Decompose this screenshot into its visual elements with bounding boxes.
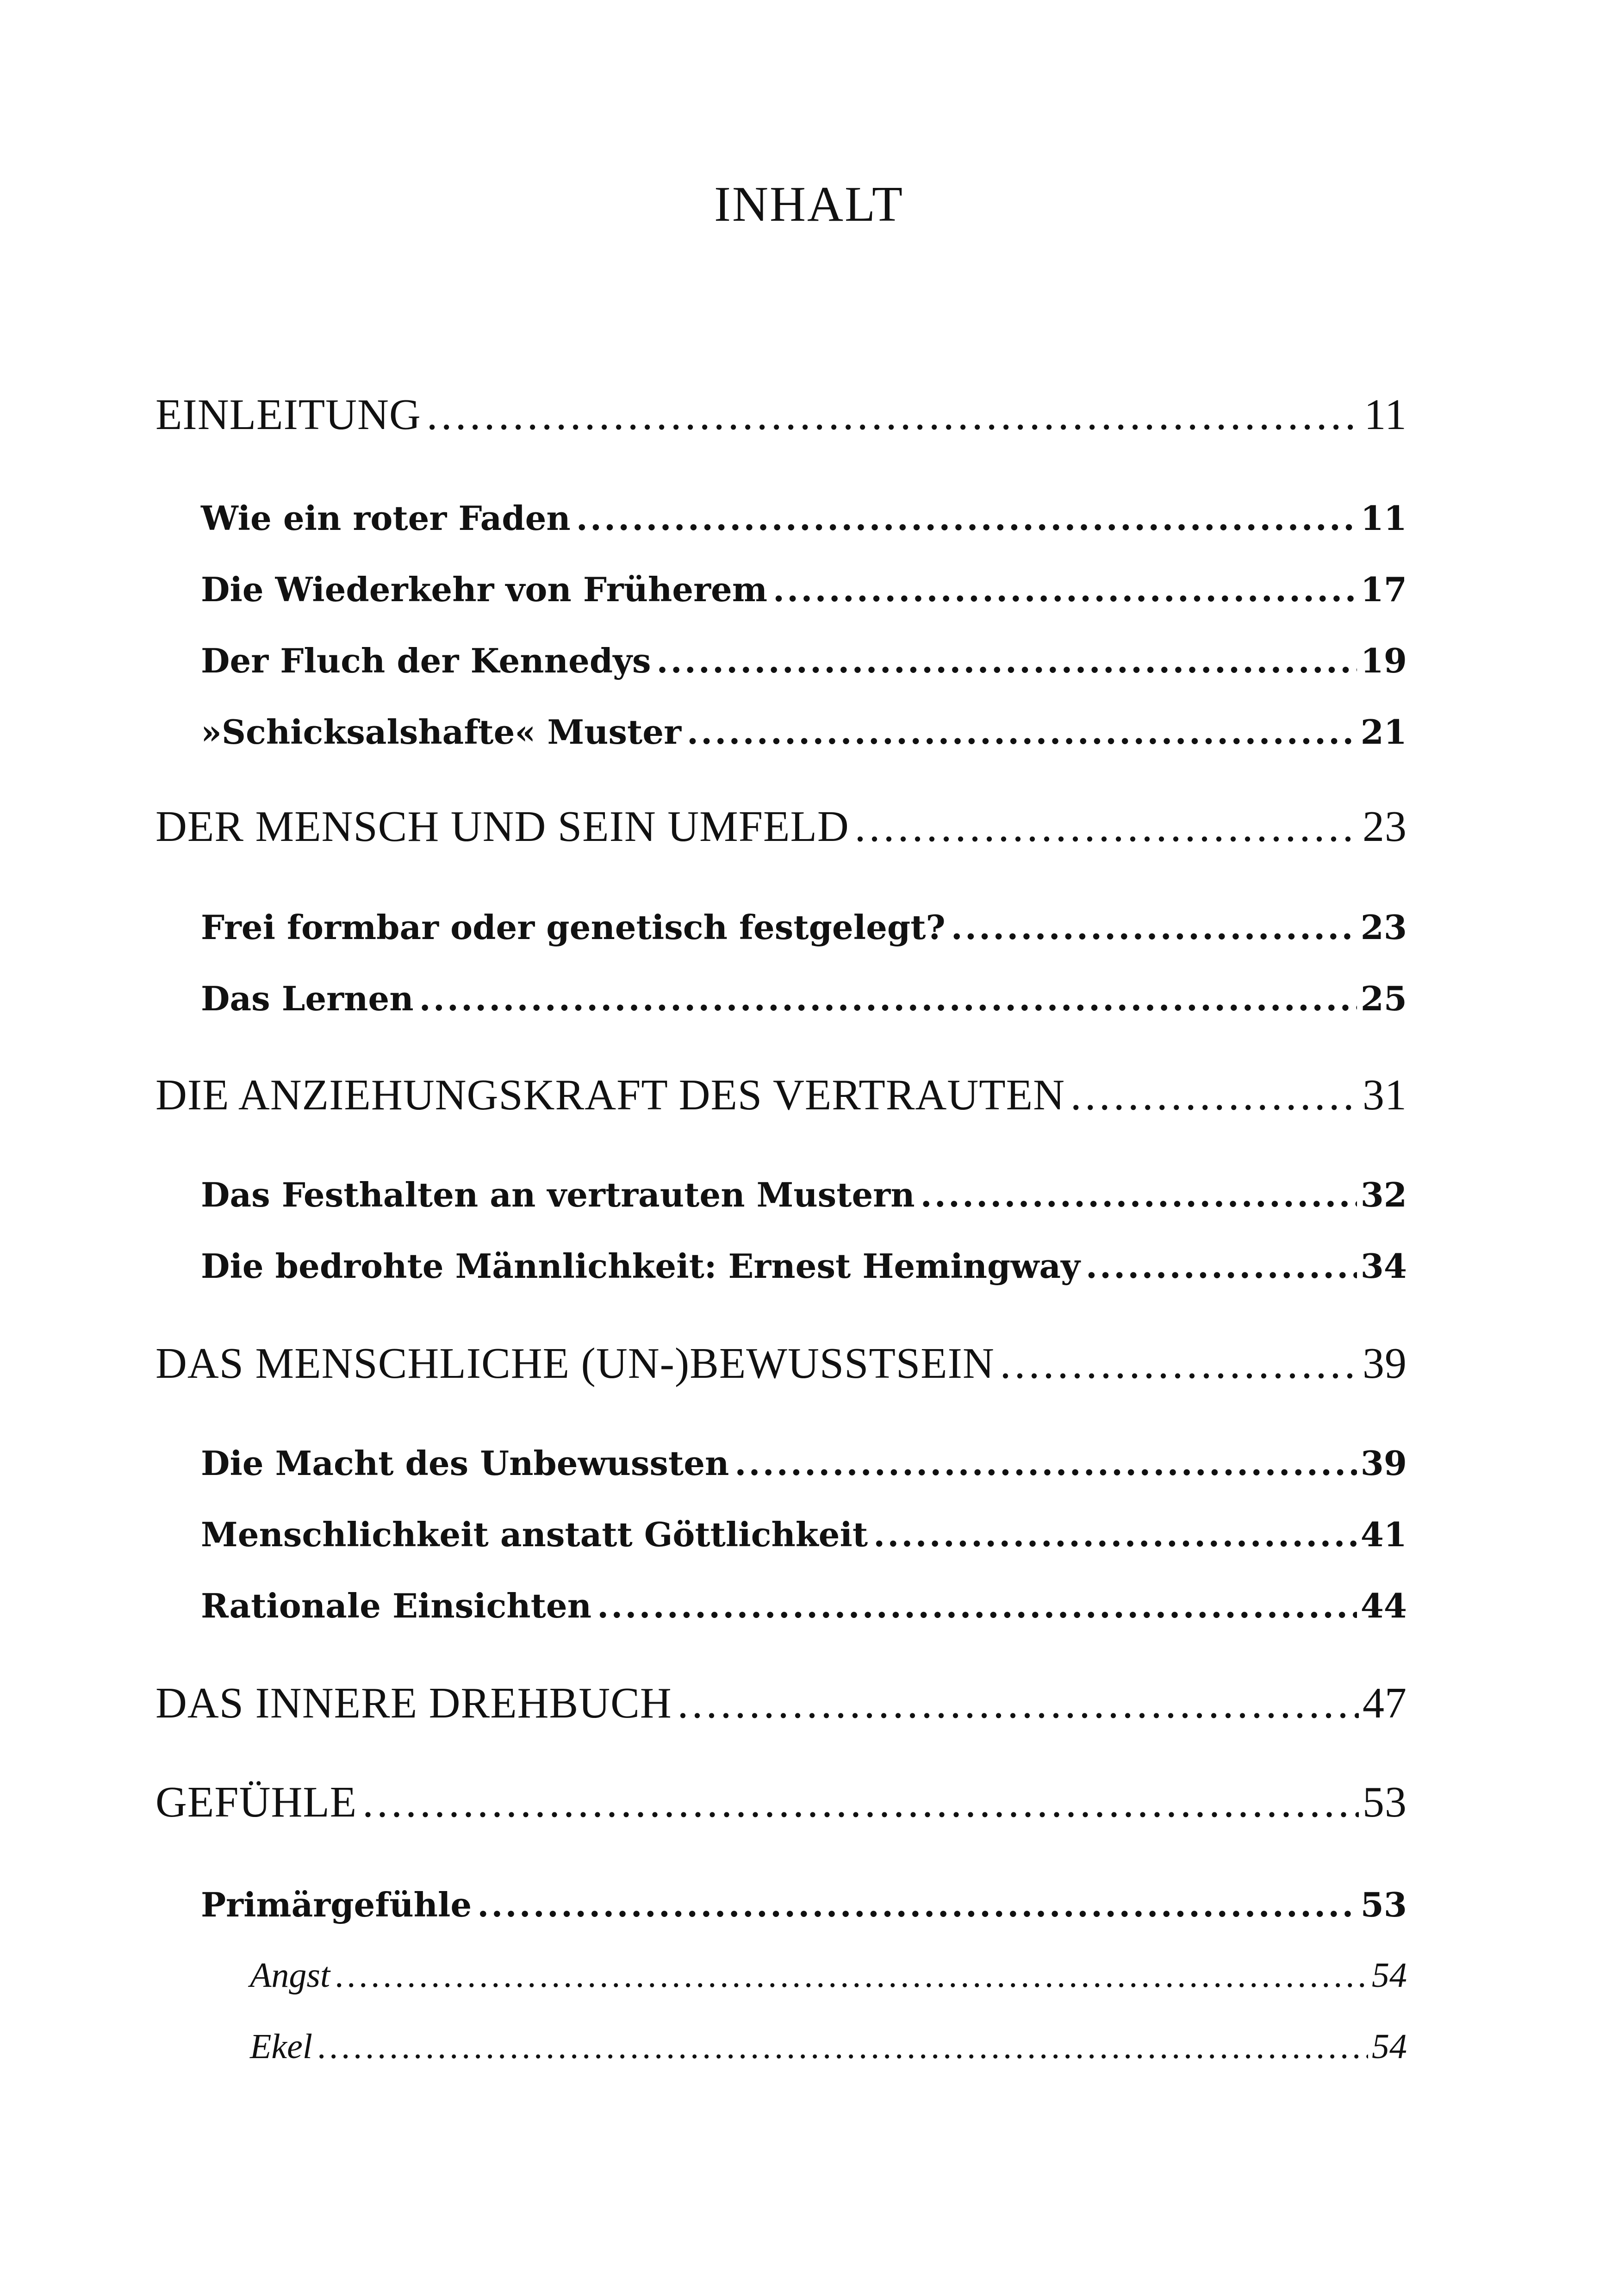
toc-entry-das-lernen[interactable] bbox=[201, 976, 1407, 1022]
dot-leader bbox=[597, 1583, 1357, 1629]
toc-entry-page: 31 bbox=[1363, 1071, 1407, 1119]
toc-entry-page: 23 bbox=[1360, 908, 1407, 947]
toc-entry-angst[interactable] bbox=[250, 1952, 1407, 1998]
toc-entry-anziehungskraft[interactable] bbox=[156, 1067, 1407, 1123]
toc-entry-label: Menschlichkeit anstatt Göttlichkeit bbox=[201, 1515, 868, 1554]
toc-entry-label: Wie ein roter Faden bbox=[201, 498, 571, 538]
dot-leader bbox=[951, 904, 1357, 951]
dot-leader bbox=[687, 709, 1357, 755]
toc-entry-page: 41 bbox=[1360, 1515, 1407, 1554]
toc-entry-frei-formbar[interactable] bbox=[201, 904, 1407, 951]
toc-entry-label: Ekel bbox=[250, 2027, 313, 2066]
toc-entry-page: 11 bbox=[1360, 498, 1407, 538]
toc-entry-page: 21 bbox=[1360, 712, 1407, 752]
dot-leader bbox=[657, 638, 1357, 684]
toc-entry-page: 17 bbox=[1360, 570, 1407, 609]
toc-entry-label: Primärgefühle bbox=[201, 1885, 472, 1924]
toc-entry-fluch-kennedys[interactable] bbox=[201, 638, 1407, 684]
toc-entry-page: 47 bbox=[1363, 1679, 1407, 1727]
toc-entry-wie-ein-roter-faden[interactable] bbox=[201, 495, 1407, 541]
toc-entry-rationale-einsichten[interactable] bbox=[201, 1583, 1407, 1629]
toc-entry-label: EINLEITUNG bbox=[156, 391, 421, 439]
dot-leader bbox=[427, 387, 1361, 442]
dot-leader bbox=[336, 1952, 1368, 1998]
toc-entry-festhalten[interactable] bbox=[201, 1172, 1407, 1218]
dot-leader bbox=[855, 799, 1359, 854]
toc-entry-gefuehle[interactable] bbox=[156, 1774, 1407, 1830]
toc-entry-label: »Schicksalshafte« Muster bbox=[201, 712, 682, 752]
toc-entry-page: 32 bbox=[1360, 1175, 1407, 1214]
dot-leader bbox=[734, 1440, 1357, 1487]
toc-entry-label: DAS MENSCHLICHE (UN-)BEWUSSTSEIN bbox=[156, 1339, 995, 1388]
dot-leader bbox=[1086, 1243, 1357, 1289]
toc-entry-label: GEFÜHLE bbox=[156, 1778, 357, 1826]
toc-entry-page: 54 bbox=[1372, 1956, 1407, 1995]
toc-entry-page: 44 bbox=[1360, 1586, 1407, 1625]
toc-entry-label: Das Festhalten an vertrauten Mustern bbox=[201, 1175, 915, 1214]
toc-entry-page: 39 bbox=[1363, 1339, 1407, 1388]
toc-entry-label: DIE ANZIEHUNGSKRAFT DES VERTRAUTEN bbox=[156, 1071, 1065, 1119]
toc-entry-inneres-drehbuch[interactable] bbox=[156, 1675, 1407, 1731]
toc-entry-einleitung[interactable] bbox=[156, 387, 1407, 442]
dot-leader bbox=[1070, 1067, 1359, 1123]
toc-entry-page: 19 bbox=[1360, 641, 1407, 680]
toc-entry-label: Der Fluch der Kennedys bbox=[201, 641, 651, 680]
toc-entry-label: Frei formbar oder genetisch festgelegt? bbox=[201, 908, 946, 947]
toc-entry-ekel[interactable] bbox=[250, 2023, 1407, 2070]
toc-entry-schicksalshafte-muster[interactable] bbox=[201, 709, 1407, 755]
toc-entry-primaergefuehle[interactable] bbox=[201, 1882, 1407, 1928]
toc-entry-macht-unbewussten[interactable] bbox=[201, 1440, 1407, 1487]
dot-leader bbox=[921, 1172, 1357, 1218]
toc-entry-label: Die Macht des Unbewussten bbox=[201, 1444, 729, 1483]
dot-leader bbox=[873, 1512, 1357, 1558]
dot-leader bbox=[477, 1882, 1357, 1928]
dot-leader bbox=[678, 1675, 1359, 1731]
dot-leader bbox=[576, 495, 1357, 541]
toc-entry-mensch-umfeld[interactable] bbox=[156, 799, 1407, 854]
page-title: INHALT bbox=[714, 177, 904, 232]
toc-entry-wiederkehr[interactable] bbox=[201, 566, 1407, 613]
dot-leader bbox=[362, 1774, 1359, 1830]
toc-entry-page: 53 bbox=[1360, 1885, 1407, 1924]
toc-entry-page: 54 bbox=[1372, 2027, 1407, 2066]
toc-entry-hemingway[interactable] bbox=[201, 1243, 1407, 1289]
dot-leader bbox=[318, 2023, 1368, 2070]
toc-entry-label: Rationale Einsichten bbox=[201, 1586, 592, 1625]
dot-leader bbox=[1000, 1336, 1359, 1391]
dot-leader bbox=[773, 566, 1357, 613]
toc-entry-page: 23 bbox=[1363, 803, 1407, 851]
toc-entry-menschlichkeit[interactable] bbox=[201, 1512, 1407, 1558]
toc-entry-page: 11 bbox=[1364, 391, 1407, 439]
toc-entry-label: Das Lernen bbox=[201, 979, 414, 1018]
toc-entry-label: Die Wiederkehr von Früherem bbox=[201, 570, 768, 609]
toc-entry-page: 25 bbox=[1360, 979, 1407, 1018]
toc-entry-page: 39 bbox=[1360, 1444, 1407, 1483]
dot-leader bbox=[419, 976, 1357, 1022]
toc-entry-label: DER MENSCH UND SEIN UMFELD bbox=[156, 803, 849, 851]
toc-entry-unbewusstsein[interactable] bbox=[156, 1336, 1407, 1391]
toc-entry-page: 53 bbox=[1363, 1778, 1407, 1826]
toc-entry-page: 34 bbox=[1360, 1246, 1407, 1286]
toc-entry-label: DAS INNERE DREHBUCH bbox=[156, 1679, 672, 1727]
toc-entry-label: Angst bbox=[250, 1956, 330, 1995]
toc-entry-label: Die bedrohte Männlichkeit: Ernest Hemingway bbox=[201, 1246, 1080, 1286]
